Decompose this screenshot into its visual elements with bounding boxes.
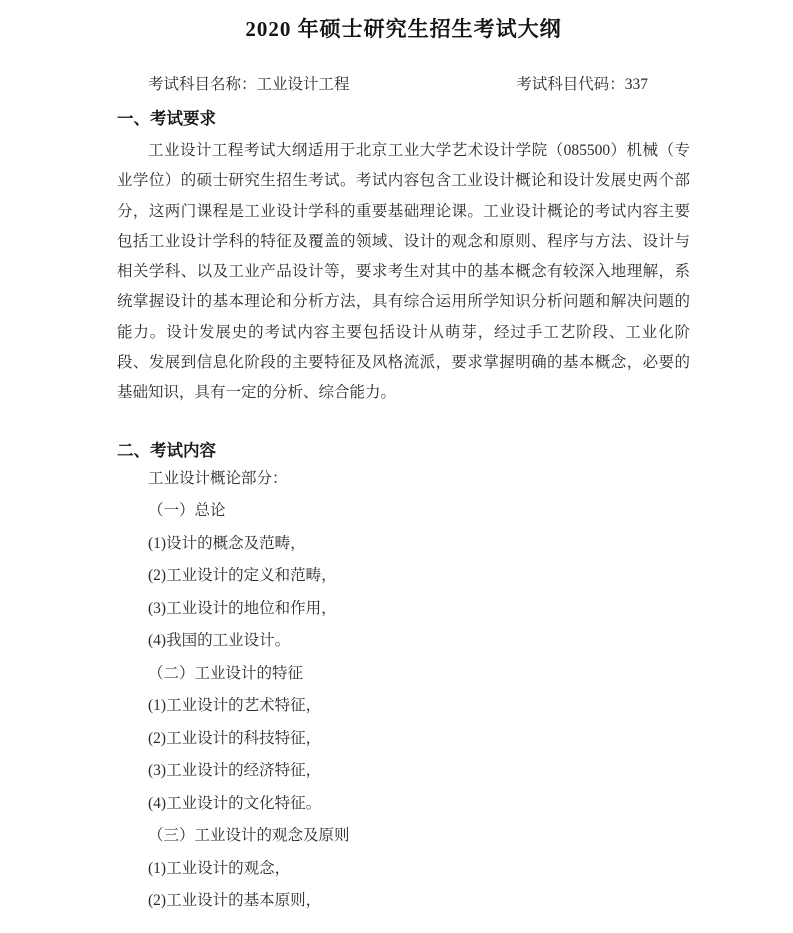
subject-code-field — [516, 74, 690, 96]
content-line-part-3: （三）工业设计的观念及原则 — [148, 827, 350, 845]
content-line-item: (2)工业设计的基本原则， — [148, 892, 322, 910]
content-line-intro: 工业设计概论部分： — [148, 469, 288, 487]
content-line-item: (1)工业设计的艺术特征， — [148, 697, 322, 715]
section-exam-requirements — [117, 107, 690, 409]
subject-name-value: 工业设计工程 — [256, 76, 350, 93]
subject-code-label: 考试科目代码： — [516, 76, 625, 93]
subject-name-label: 考试科目名称： — [148, 76, 257, 93]
section-exam-content — [117, 439, 690, 918]
document-title: 2020 年硕士研究生招生考试大纲 — [245, 17, 562, 41]
content-line-item: (4)我国的工业设计。 — [148, 632, 291, 650]
content-line-item: (3)工业设计的地位和作用， — [148, 599, 337, 617]
content-line-item: (2)工业设计的定义和范畴， — [148, 567, 337, 585]
content-line-item: (1)设计的概念及范畴， — [148, 534, 306, 552]
subject-name-field — [117, 74, 350, 96]
content-line-part-1: （一）总论 — [148, 502, 226, 520]
content-line-item: (3)工业设计的经济特征， — [148, 762, 322, 780]
content-line-item: (4)工业设计的文化特征。 — [148, 794, 322, 812]
content-line-item: (1)工业设计的观念， — [148, 859, 291, 877]
subject-code-value: 337 — [624, 76, 648, 93]
content-line-part-2: （二）工业设计的特征 — [148, 664, 304, 682]
section-heading-exam-requirements: 一、考试要求 — [117, 110, 216, 128]
exam-requirements-paragraph: 工业设计工程考试大纲适用于北京工业大学艺术设计学院（085500）机械（专业学位）的硕士研究生招生考试。考试内容包含工业设计概论和设计发展史两个部分，这两门课程是工业设计学科的重要基础理论课。工业设计概论的考试内容主要包括工业设计学科的特征及覆盖的领域、设计的观念和原则、程序与方法、设计与相关学科、以及工业产品设计等，要求考生对其中的基本概念有较深入地理解，系统掌握设计的基本理论和分析方法，具有综合运用所学知识分析问题和解决问题的能力。设计发展史的考试内容主要包括设计从萌芽，经过手工艺阶段、工业化阶段、发展到信息化阶段的主要特征及风格流派，要求掌握明确的基本概念，必要的基础知识，具有一定的分析、综合能力。 — [117, 142, 690, 402]
content-line-item: (2)工业设计的科技特征， — [148, 729, 322, 747]
exam-meta-row — [117, 74, 690, 96]
section-heading-exam-content: 二、考试内容 — [117, 441, 216, 460]
